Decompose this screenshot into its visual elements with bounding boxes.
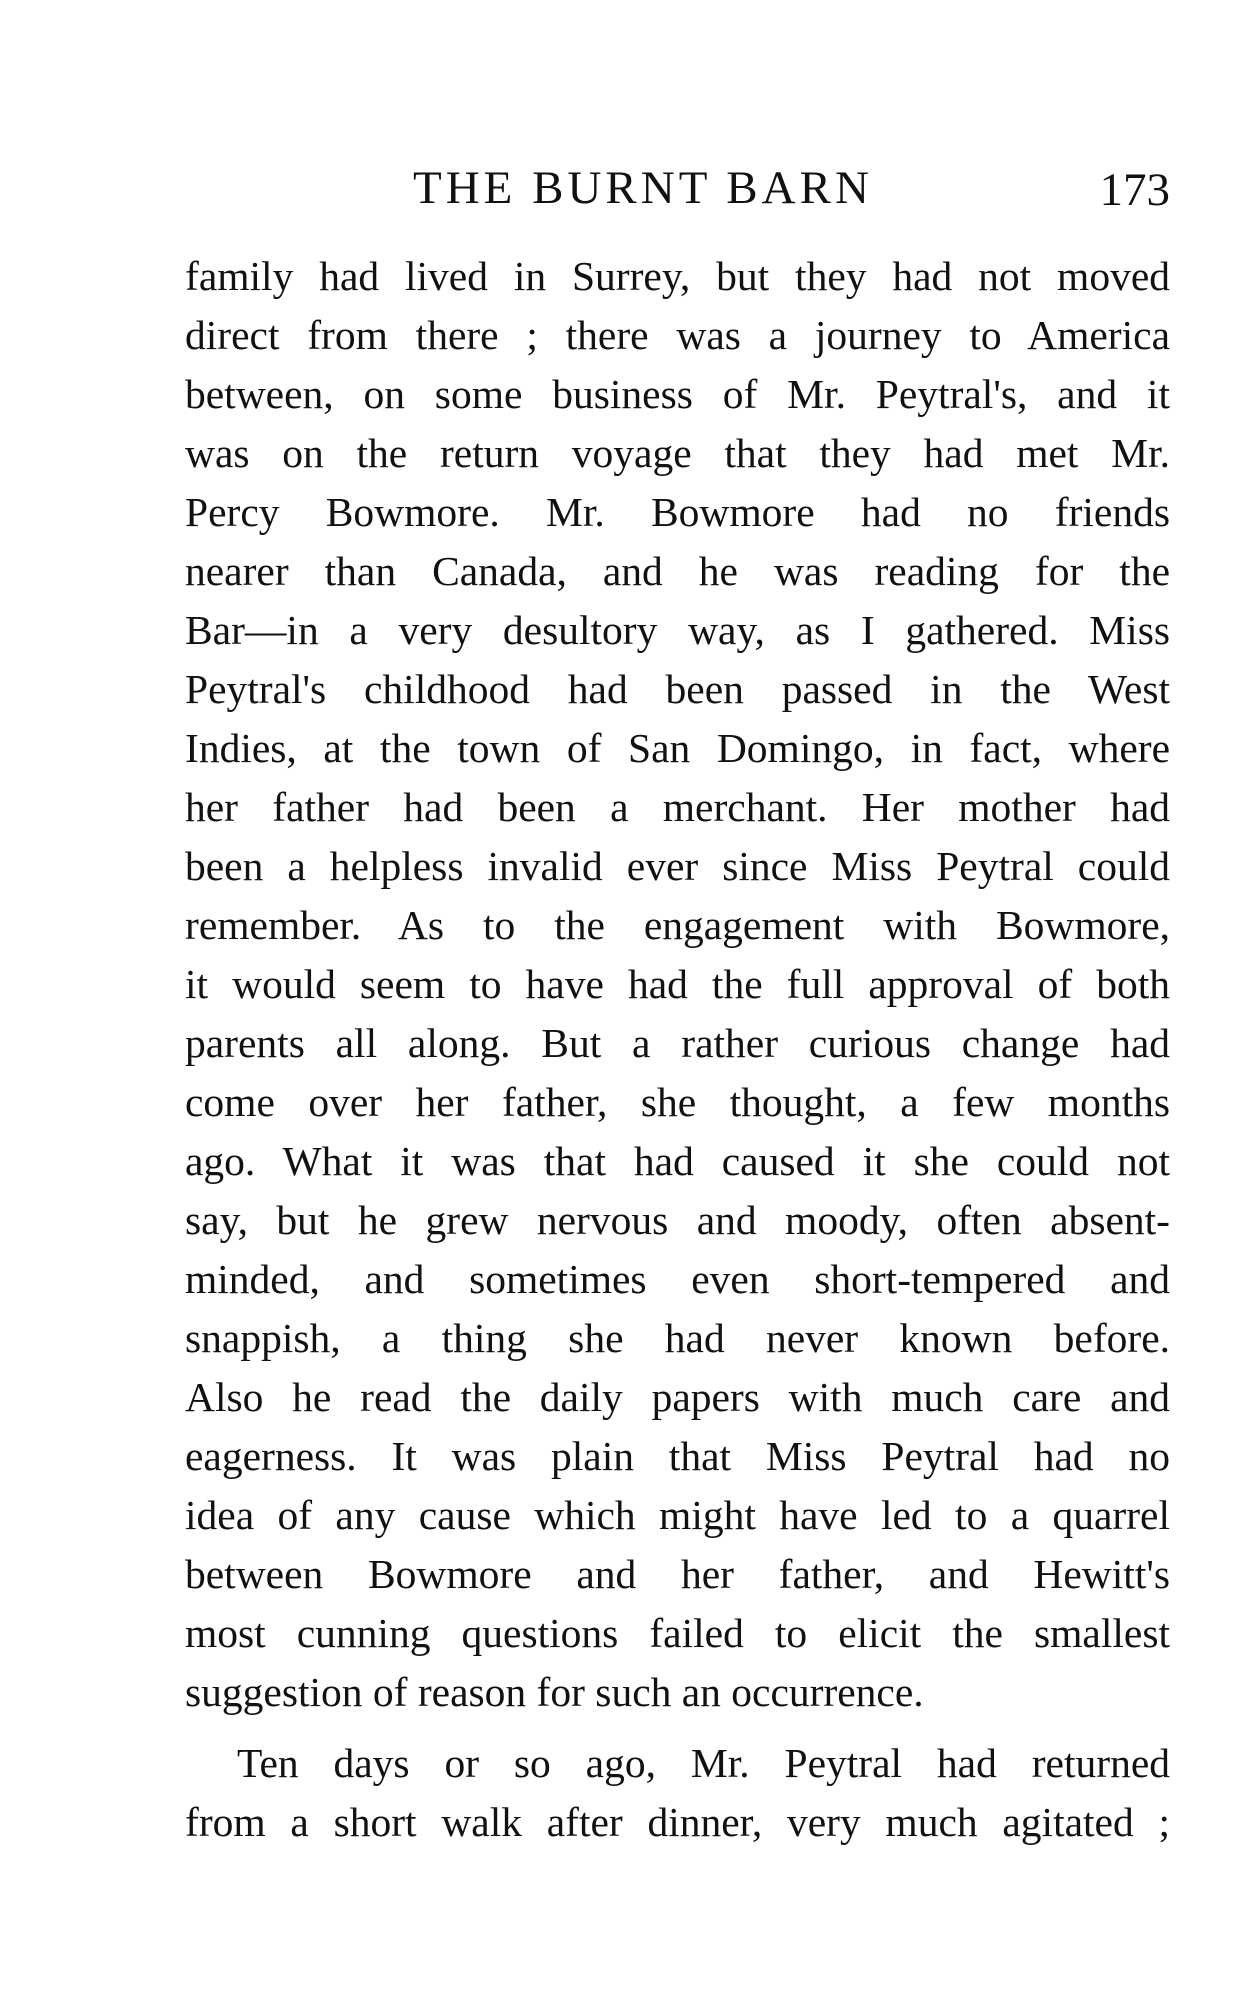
- paragraph-gap: [185, 1722, 1170, 1734]
- text-line: her father had been a merchant. Her mother had: [185, 784, 1170, 830]
- text-line: most cunning questions failed to elicit the smallest: [185, 1610, 1170, 1656]
- text-line: between Bowmore and her father, and Hewitt's: [185, 1551, 1170, 1597]
- running-title: THE BURNT BARN: [413, 162, 873, 214]
- text-line: come over her father, she thought, a few months: [185, 1079, 1170, 1125]
- text-line: family had lived in Surrey, but they had not moved: [185, 253, 1170, 299]
- body-text: [185, 247, 1170, 1852]
- text-line: parents all along. But a rather curious change had: [185, 1020, 1170, 1066]
- text-line: from a short walk after dinner, very much agitated ;: [185, 1799, 1170, 1845]
- text-line: say, but he grew nervous and moody, often absent-: [185, 1197, 1170, 1243]
- paragraph: [185, 1734, 1170, 1852]
- text-line: nearer than Canada, and he was reading for the: [185, 548, 1170, 594]
- text-line: Indies, at the town of San Domingo, in fact, where: [185, 725, 1170, 771]
- text-line: Peytral's childhood had been passed in the West: [185, 666, 1170, 712]
- text-line: was on the return voyage that they had met Mr.: [185, 430, 1170, 476]
- text-line: Also he read the daily papers with much care and: [185, 1374, 1170, 1420]
- page-number: 173: [1099, 164, 1170, 216]
- text-line: Bar—in a very desultory way, as I gathered. Miss: [185, 607, 1170, 653]
- text-line: minded, and sometimes even short-tempered and: [185, 1256, 1170, 1302]
- text-line: it would seem to have had the full approval of both: [185, 961, 1170, 1007]
- paragraph: [185, 247, 1170, 1722]
- text-line: remember. As to the engagement with Bowmore,: [185, 902, 1170, 948]
- running-head: [185, 158, 1170, 218]
- text-line: eagerness. It was plain that Miss Peytral had no: [185, 1433, 1170, 1479]
- text-line: idea of any cause which might have led to a quarrel: [185, 1492, 1170, 1538]
- text-line: ago. What it was that had caused it she could not: [185, 1138, 1170, 1184]
- text-line: Ten days or so ago, Mr. Peytral had returned: [237, 1740, 1170, 1786]
- text-line: between, on some business of Mr. Peytral's, and it: [185, 371, 1170, 417]
- text-line: suggestion of reason for such an occurrence.: [185, 1669, 924, 1715]
- text-line: snappish, a thing she had never known before.: [185, 1315, 1170, 1361]
- text-line: been a helpless invalid ever since Miss Peytral could: [185, 843, 1170, 889]
- text-line: Percy Bowmore. Mr. Bowmore had no friends: [185, 489, 1170, 535]
- text-line: direct from there ; there was a journey to America: [185, 312, 1170, 358]
